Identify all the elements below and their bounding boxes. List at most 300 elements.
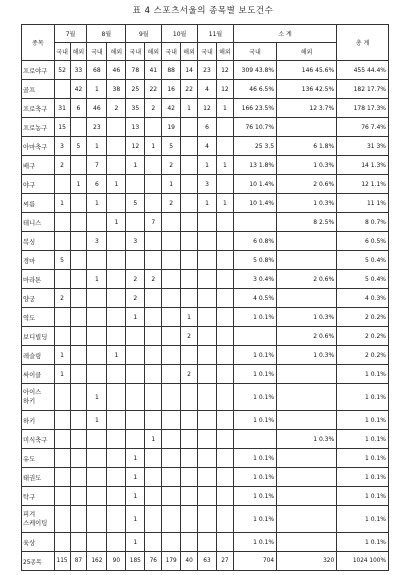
total-cell: 2 0.2% (337, 346, 389, 365)
total-cell: 1024 100% (337, 552, 389, 571)
month-count-cell: 1 (216, 99, 233, 118)
table-row (22, 232, 389, 251)
month-count-cell (87, 346, 107, 365)
month-count-cell: 2 (126, 289, 145, 308)
month-count-cell (54, 384, 70, 411)
total-cell: 1 0.1% (337, 430, 389, 449)
header-month: 8월 (87, 25, 126, 43)
header-subtotal-abroad: 해외 (277, 43, 337, 61)
sport-name: 아이스 하키 (22, 384, 55, 411)
sport-name: 마라톤 (22, 270, 55, 289)
month-count-cell (70, 411, 87, 430)
month-count-cell (145, 468, 162, 487)
month-count-cell (162, 533, 181, 552)
subtotal-abroad-cell: 6 1.8% (277, 137, 337, 156)
table-row (22, 289, 389, 308)
total-cell: 455 44.4% (337, 61, 389, 80)
month-count-cell (162, 213, 181, 232)
month-count-cell (70, 327, 87, 346)
subtotal-abroad-cell (277, 411, 337, 430)
month-count-cell: 22 (181, 80, 198, 99)
subtotal-domestic-cell: 166 23.5% (233, 99, 276, 118)
month-count-cell (54, 308, 70, 327)
month-count-cell (87, 533, 107, 552)
month-count-cell: 23 (198, 61, 217, 80)
month-count-cell (54, 327, 70, 346)
subtotal-abroad-cell: 8 2.5% (277, 213, 337, 232)
month-count-cell: 1 (181, 99, 198, 118)
sport-name: 하키 (22, 411, 55, 430)
month-count-cell (198, 533, 217, 552)
month-count-cell (54, 533, 70, 552)
month-count-cell (162, 251, 181, 270)
header-abroad: 해외 (107, 43, 126, 61)
table-body (22, 61, 389, 571)
subtotal-abroad-cell: 1 0.3% (277, 308, 337, 327)
table-row (22, 61, 389, 80)
header-total: 총 계 (337, 25, 389, 61)
subtotal-abroad-cell: 2 0.6% (277, 327, 337, 346)
month-count-cell (70, 506, 87, 533)
month-count-cell (54, 449, 70, 468)
month-count-cell: 1 (216, 194, 233, 213)
month-count-cell (54, 213, 70, 232)
month-count-cell: 3 (87, 232, 107, 251)
month-count-cell: 12 (198, 99, 217, 118)
month-count-cell (162, 365, 181, 384)
month-count-cell: 68 (87, 61, 107, 80)
month-count-cell: 3 (198, 175, 217, 194)
month-count-cell (70, 289, 87, 308)
sport-name: 야구 (22, 175, 55, 194)
month-count-cell: 27 (216, 552, 233, 571)
month-count-cell: 42 (70, 80, 87, 99)
month-count-cell (181, 289, 198, 308)
month-count-cell: 1 (162, 175, 181, 194)
header-abroad: 해외 (181, 43, 198, 61)
month-count-cell: 1 (126, 449, 145, 468)
sport-name: 양궁 (22, 289, 55, 308)
total-cell: 1 0.1% (337, 506, 389, 533)
month-count-cell (181, 270, 198, 289)
month-count-cell (216, 506, 233, 533)
month-count-cell: 6 (87, 175, 107, 194)
month-count-cell: 1 (126, 308, 145, 327)
month-count-cell (216, 308, 233, 327)
month-count-cell (181, 384, 198, 411)
subtotal-domestic-cell: 3 0.4% (233, 270, 276, 289)
month-count-cell (70, 384, 87, 411)
header-month: 10월 (162, 25, 198, 43)
month-count-cell (70, 365, 87, 384)
total-cell: 1 0.1% (337, 384, 389, 411)
month-count-cell (145, 118, 162, 137)
month-count-cell (216, 487, 233, 506)
month-count-cell (198, 487, 217, 506)
total-cell: 2 0.2% (337, 308, 389, 327)
month-count-cell: 16 (162, 80, 181, 99)
month-count-cell (198, 468, 217, 487)
subtotal-abroad-cell: 2 0.6% (277, 175, 337, 194)
table-row (22, 487, 389, 506)
header-abroad: 해외 (145, 43, 162, 61)
month-count-cell: 23 (87, 118, 107, 137)
subtotal-domestic-cell: 46 6.5% (233, 80, 276, 99)
sport-name: 씨름 (22, 194, 55, 213)
month-count-cell (145, 327, 162, 346)
month-count-cell: 7 (87, 156, 107, 175)
month-count-cell (126, 251, 145, 270)
month-count-cell (70, 118, 87, 137)
month-count-cell (107, 487, 126, 506)
table-row (22, 327, 389, 346)
month-count-cell (70, 232, 87, 251)
month-count-cell (145, 289, 162, 308)
month-count-cell (181, 194, 198, 213)
month-count-cell (198, 289, 217, 308)
month-count-cell (162, 430, 181, 449)
month-count-cell: 1 (87, 80, 107, 99)
month-count-cell: 12 (126, 137, 145, 156)
month-count-cell (107, 308, 126, 327)
month-count-cell (126, 384, 145, 411)
month-count-cell (145, 411, 162, 430)
subtotal-domestic-cell: 1 0.1% (233, 506, 276, 533)
month-count-cell (198, 506, 217, 533)
month-count-cell (198, 327, 217, 346)
month-count-cell (181, 533, 198, 552)
month-count-cell (70, 346, 87, 365)
table-row (22, 365, 389, 384)
month-count-cell: 2 (181, 365, 198, 384)
subtotal-domestic-cell: 13 1.8% (233, 156, 276, 175)
month-count-cell (54, 430, 70, 449)
sport-name: 싸이클 (22, 365, 55, 384)
total-cell: 11 1% (337, 194, 389, 213)
table-row (22, 468, 389, 487)
month-count-cell: 1 (107, 175, 126, 194)
total-cell: 1 0.1% (337, 449, 389, 468)
header-month: 7월 (54, 25, 87, 43)
table-row (22, 213, 389, 232)
header-month: 9월 (126, 25, 162, 43)
sport-name: 복싱 (22, 232, 55, 251)
subtotal-domestic-cell: 1 0.1% (233, 449, 276, 468)
table-row (22, 80, 389, 99)
month-count-cell (107, 156, 126, 175)
month-count-cell: 88 (162, 61, 181, 80)
month-count-cell: 6 (198, 118, 217, 137)
month-count-cell (198, 346, 217, 365)
subtotal-abroad-cell (277, 449, 337, 468)
total-cell: 12 1.1% (337, 175, 389, 194)
month-count-cell (145, 384, 162, 411)
subtotal-abroad-cell (277, 468, 337, 487)
month-count-cell (198, 251, 217, 270)
month-count-cell (54, 232, 70, 251)
subtotal-abroad-cell (277, 251, 337, 270)
subtotal-domestic-cell: 4 0.5% (233, 289, 276, 308)
month-count-cell (216, 175, 233, 194)
month-count-cell: 87 (70, 552, 87, 571)
total-cell: 8 0.7% (337, 213, 389, 232)
month-count-cell: 1 (216, 156, 233, 175)
month-count-cell (107, 270, 126, 289)
month-count-cell (126, 346, 145, 365)
month-count-cell (162, 327, 181, 346)
month-count-cell (181, 430, 198, 449)
sport-name: 프로농구 (22, 118, 55, 137)
sport-name: 미식축구 (22, 430, 55, 449)
month-count-cell (70, 449, 87, 468)
month-count-cell (107, 251, 126, 270)
month-count-cell (54, 175, 70, 194)
table-row (22, 137, 389, 156)
month-count-cell (216, 289, 233, 308)
month-count-cell (162, 506, 181, 533)
subtotal-domestic-cell: 76 10.7% (233, 118, 276, 137)
month-count-cell (198, 270, 217, 289)
month-count-cell (198, 365, 217, 384)
subtotal-abroad-cell: 1 0.3% (277, 430, 337, 449)
month-count-cell: 15 (54, 118, 70, 137)
month-count-cell: 2 (54, 289, 70, 308)
month-count-cell: 1 (87, 411, 107, 430)
month-count-cell: 1 (87, 194, 107, 213)
sports-coverage-table (21, 24, 389, 571)
month-count-cell (162, 289, 181, 308)
month-count-cell (145, 251, 162, 270)
month-count-cell (181, 156, 198, 175)
month-count-cell (216, 118, 233, 137)
month-count-cell (181, 137, 198, 156)
subtotal-abroad-cell: 12 3.7% (277, 99, 337, 118)
sport-name: 레슬링 (22, 346, 55, 365)
month-count-cell (126, 213, 145, 232)
month-count-cell (181, 213, 198, 232)
month-count-cell (216, 533, 233, 552)
month-count-cell (70, 251, 87, 270)
month-count-cell: 14 (181, 61, 198, 80)
month-count-cell (198, 384, 217, 411)
subtotal-domestic-cell: 10 1.4% (233, 175, 276, 194)
table-row (22, 270, 389, 289)
month-count-cell (216, 411, 233, 430)
month-count-cell: 12 (216, 80, 233, 99)
month-count-cell (181, 468, 198, 487)
month-count-cell: 185 (126, 552, 145, 571)
month-count-cell: 40 (181, 552, 198, 571)
month-count-cell: 1 (198, 194, 217, 213)
month-count-cell (216, 365, 233, 384)
month-count-cell (181, 411, 198, 430)
month-count-cell (216, 213, 233, 232)
sport-name: 태권도 (22, 468, 55, 487)
month-count-cell (162, 308, 181, 327)
month-count-cell: 19 (162, 118, 181, 137)
subtotal-abroad-cell (277, 365, 337, 384)
month-count-cell (216, 137, 233, 156)
subtotal-abroad-cell (277, 118, 337, 137)
month-count-cell (87, 449, 107, 468)
month-count-cell (162, 384, 181, 411)
header-domestic: 국내 (54, 43, 70, 61)
subtotal-domestic-cell: 1 0.1% (233, 365, 276, 384)
month-count-cell (181, 449, 198, 468)
subtotal-domestic-cell: 1 0.1% (233, 346, 276, 365)
month-count-cell: 1 (126, 506, 145, 533)
table-row (22, 308, 389, 327)
total-cell: 1 0.1% (337, 411, 389, 430)
month-count-cell (145, 449, 162, 468)
header-subtotal-domestic: 국내 (233, 43, 276, 61)
month-count-cell: 115 (54, 552, 70, 571)
month-count-cell: 52 (54, 61, 70, 80)
total-cell: 182 17.7% (337, 80, 389, 99)
sport-name: 역도 (22, 308, 55, 327)
subtotal-abroad-cell: 136 42.5% (277, 80, 337, 99)
month-count-cell (70, 487, 87, 506)
sport-name: 프로축구 (22, 99, 55, 118)
total-cell: 1 0.1% (337, 468, 389, 487)
month-count-cell: 78 (126, 61, 145, 80)
month-count-cell: 90 (107, 552, 126, 571)
subtotal-abroad-cell: 2 0.6% (277, 270, 337, 289)
month-count-cell (126, 175, 145, 194)
month-count-cell (70, 533, 87, 552)
month-count-cell (145, 533, 162, 552)
header-domestic: 국내 (126, 43, 145, 61)
subtotal-abroad-cell (277, 487, 337, 506)
month-count-cell: 1 (126, 156, 145, 175)
month-count-cell (87, 289, 107, 308)
subtotal-abroad-cell (277, 506, 337, 533)
subtotal-domestic-cell (233, 327, 276, 346)
sport-name: 피겨 스케이팅 (22, 506, 55, 533)
month-count-cell: 1 (54, 194, 70, 213)
month-count-cell: 2 (145, 99, 162, 118)
table-row (22, 175, 389, 194)
month-count-cell (181, 251, 198, 270)
month-count-cell (181, 346, 198, 365)
month-count-cell (54, 270, 70, 289)
month-count-cell (107, 384, 126, 411)
month-count-cell (87, 487, 107, 506)
month-count-cell: 5 (54, 251, 70, 270)
table-row (22, 430, 389, 449)
month-count-cell (162, 411, 181, 430)
month-count-cell (216, 327, 233, 346)
month-count-cell: 5 (162, 137, 181, 156)
month-count-cell: 33 (70, 61, 87, 80)
subtotal-abroad-cell (277, 232, 337, 251)
sport-name: 배구 (22, 156, 55, 175)
total-cell: 178 17.3% (337, 99, 389, 118)
subtotal-domestic-cell: 1 0.1% (233, 468, 276, 487)
month-count-cell (70, 194, 87, 213)
month-count-cell (181, 487, 198, 506)
month-count-cell: 6 (70, 99, 87, 118)
month-count-cell: 1 (181, 308, 198, 327)
month-count-cell (181, 118, 198, 137)
month-count-cell: 46 (87, 99, 107, 118)
month-count-cell (145, 487, 162, 506)
month-count-cell: 3 (126, 232, 145, 251)
month-count-cell (198, 232, 217, 251)
total-cell: 6 0.5% (337, 232, 389, 251)
month-count-cell (54, 506, 70, 533)
month-count-cell (145, 346, 162, 365)
month-count-cell (181, 506, 198, 533)
month-count-cell: 38 (107, 80, 126, 99)
month-count-cell: 1 (54, 365, 70, 384)
month-count-cell (107, 289, 126, 308)
sport-name: 아마축구 (22, 137, 55, 156)
subtotal-abroad-cell: 1 0.3% (277, 194, 337, 213)
sport-name: 보디빌딩 (22, 327, 55, 346)
month-count-cell (70, 270, 87, 289)
month-count-cell: 2 (145, 270, 162, 289)
month-count-cell: 1 (87, 137, 107, 156)
sport-name: 테니스 (22, 213, 55, 232)
header-item: 종목 (22, 25, 55, 61)
month-count-cell (87, 430, 107, 449)
month-count-cell (145, 232, 162, 251)
month-count-cell: 1 (126, 468, 145, 487)
month-count-cell (70, 468, 87, 487)
subtotal-domestic-cell: 1 0.1% (233, 411, 276, 430)
month-count-cell: 162 (87, 552, 107, 571)
subtotal-domestic-cell: 1 0.1% (233, 533, 276, 552)
month-count-cell (216, 232, 233, 251)
month-count-cell (126, 365, 145, 384)
total-cell: 76 7.4% (337, 118, 389, 137)
month-count-cell (107, 118, 126, 137)
month-count-cell: 179 (162, 552, 181, 571)
month-count-cell (107, 137, 126, 156)
month-count-cell (216, 468, 233, 487)
month-count-cell (107, 365, 126, 384)
total-cell: 4 0.3% (337, 289, 389, 308)
month-count-cell (162, 232, 181, 251)
month-count-cell (145, 194, 162, 213)
month-count-cell (87, 365, 107, 384)
total-cell: 5 0.4% (337, 251, 389, 270)
table-row (22, 449, 389, 468)
table-title: 표 4 스포츠서울의 종목별 보도건수 (132, 6, 274, 16)
table-row (22, 411, 389, 430)
header-domestic: 국내 (87, 43, 107, 61)
month-count-cell: 31 (54, 99, 70, 118)
month-count-cell: 1 (198, 156, 217, 175)
month-count-cell (145, 156, 162, 175)
month-count-cell: 25 (126, 80, 145, 99)
month-count-cell: 63 (198, 552, 217, 571)
table-row (22, 346, 389, 365)
month-count-cell (107, 430, 126, 449)
subtotal-domestic-cell: 1 0.1% (233, 384, 276, 411)
month-count-cell: 1 (87, 384, 107, 411)
total-cell: 1 0.1% (337, 533, 389, 552)
subtotal-abroad-cell (277, 289, 337, 308)
subtotal-abroad-cell: 146 45.6% (277, 61, 337, 80)
subtotal-domestic-cell: 704 (233, 552, 276, 571)
month-count-cell: 22 (145, 80, 162, 99)
month-count-cell (162, 346, 181, 365)
table-row (22, 384, 389, 411)
total-cell: 31 3% (337, 137, 389, 156)
sport-name: 골프 (22, 80, 55, 99)
